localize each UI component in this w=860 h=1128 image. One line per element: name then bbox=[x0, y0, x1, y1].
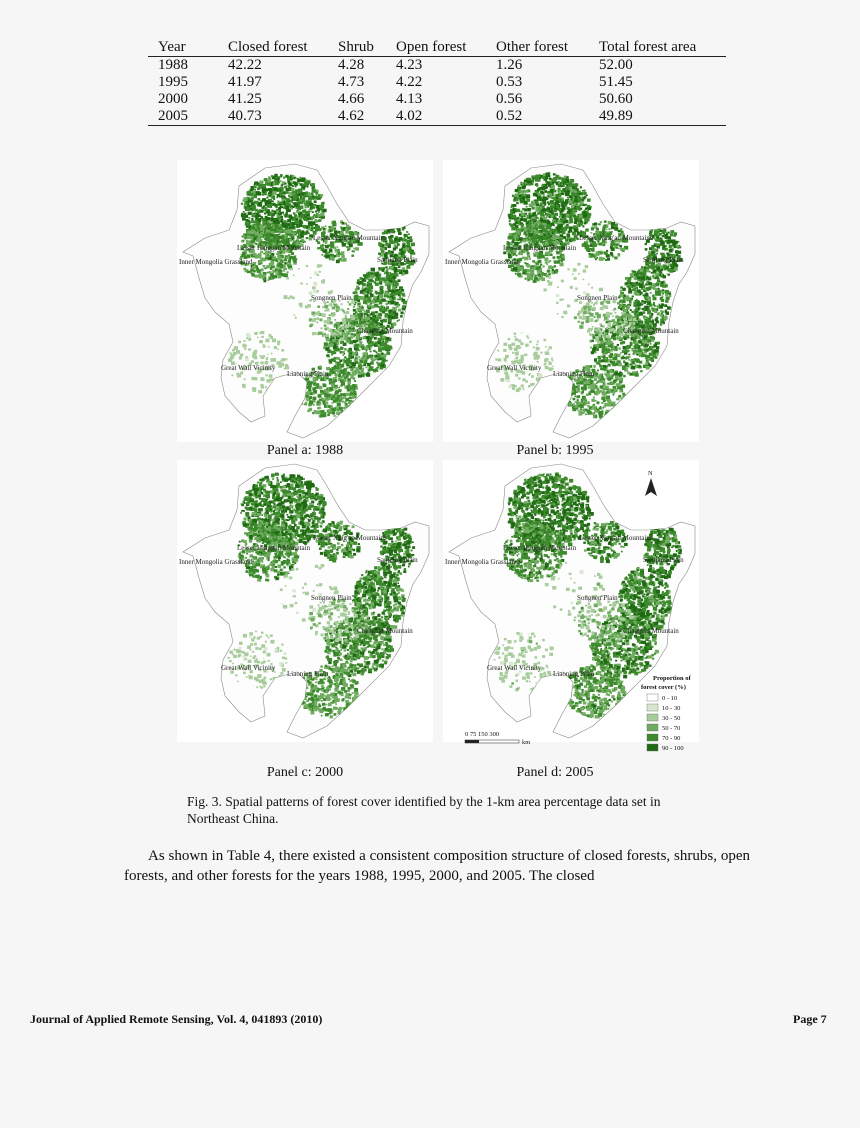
map-svg bbox=[177, 160, 433, 442]
legend-label: 0 - 10 bbox=[662, 695, 678, 702]
legend-label: 30 - 50 bbox=[662, 715, 681, 722]
table-cell: 52.00 bbox=[599, 57, 633, 73]
table-cell: 51.45 bbox=[599, 74, 633, 90]
table-cell: 0.53 bbox=[496, 74, 523, 90]
table-cell: 1988 bbox=[158, 57, 188, 73]
panel-caption-d: Panel d: 2005 bbox=[516, 765, 594, 780]
map-region-label: Lesser Xing'an Mountains bbox=[579, 534, 653, 542]
map-region-label: Changbai Mountain bbox=[623, 327, 679, 335]
map-region-label: Inner Mongolia Grassland bbox=[179, 258, 253, 266]
table-cell: 2005 bbox=[148, 108, 228, 126]
table-cell: 4.28 bbox=[338, 57, 365, 73]
map-panel-b bbox=[443, 160, 699, 442]
map-region-label: Changbai Mountain bbox=[623, 627, 679, 635]
col-header-total-forest: Total forest area bbox=[599, 38, 726, 57]
table-cell: 1995 bbox=[158, 74, 188, 90]
map-region-label: Lesser Hinggan Mountain bbox=[237, 544, 311, 552]
map-region-label: Great Wall Vicinity bbox=[487, 364, 542, 372]
legend-swatch bbox=[647, 694, 658, 701]
map-svg bbox=[177, 460, 433, 742]
panel-caption-a: Panel a: 1988 bbox=[266, 443, 344, 458]
table-cell: 0.56 bbox=[496, 91, 523, 107]
map-svg bbox=[443, 160, 699, 442]
col-header-year: Year bbox=[148, 38, 228, 57]
map-region-label: Inner Mongolia Grassland bbox=[445, 258, 519, 266]
table-cell: 4.22 bbox=[396, 74, 423, 90]
map-region-label: Liaoning Plain bbox=[287, 370, 329, 378]
map-region-label: Songnen Plain bbox=[577, 594, 618, 602]
col-header-other-forest: Other forest bbox=[496, 38, 599, 57]
legend-label: 70 - 90 bbox=[662, 735, 681, 742]
table-row bbox=[148, 91, 726, 108]
map-region-label: Lesser Hinggan Mountain bbox=[237, 244, 311, 252]
panel-caption-c: Panel c: 2000 bbox=[266, 765, 344, 780]
map-panel-a bbox=[177, 160, 433, 442]
map-region-label: Inner Mongolia Grassland bbox=[179, 558, 253, 566]
map-region-label: Liaoning Plain bbox=[553, 670, 595, 678]
map-region-label: Liaoning Plain bbox=[553, 370, 595, 378]
col-header-closed-forest: Closed forest bbox=[228, 38, 338, 57]
table-cell: 42.22 bbox=[228, 57, 262, 73]
legend bbox=[641, 675, 691, 752]
map-region-label: Sanjiang Plain bbox=[643, 556, 684, 564]
map-svg bbox=[443, 460, 699, 752]
legend-label: 50 - 70 bbox=[662, 725, 681, 732]
body-paragraph bbox=[124, 846, 750, 886]
map-region-label: Songnen Plain bbox=[311, 294, 352, 302]
table-row bbox=[148, 108, 726, 126]
table-cell: 0.52 bbox=[496, 108, 599, 126]
legend-swatch bbox=[647, 704, 658, 711]
body-paragraph-text: As shown in Table 4, there existed a consistent composition structure of closed forests, shrubs, open forests, and other forests for the years 1988, 1995, 2000, and 2005. The closed bbox=[124, 848, 750, 884]
map-region-label: Great Wall Vicinity bbox=[221, 364, 276, 372]
footer-page-number: Page 7 bbox=[793, 1012, 827, 1026]
table-header-row bbox=[148, 38, 726, 57]
map-region-label: Sanjiang Plain bbox=[377, 256, 418, 264]
table-cell: 4.02 bbox=[396, 108, 496, 126]
table-cell: 50.60 bbox=[599, 91, 633, 107]
table-cell: 49.89 bbox=[599, 108, 726, 126]
map-region-label: Liaoning Plain bbox=[287, 670, 329, 678]
table-cell: 4.13 bbox=[396, 91, 423, 107]
map-region-label: Sanjiang Plain bbox=[643, 256, 684, 264]
table-cell: 4.23 bbox=[396, 57, 423, 73]
legend-label: 90 - 100 bbox=[662, 745, 684, 752]
map-region-label: Changbai Mountain bbox=[357, 627, 413, 635]
footer-journal: Journal of Applied Remote Sensing, Vol. 4, 041893 (2010) bbox=[30, 1012, 323, 1026]
map-region-label: Lesser Hinggan Mountain bbox=[503, 244, 577, 252]
map-region-label: Lesser Xing'an Mountains bbox=[313, 234, 387, 242]
scale-bar bbox=[465, 731, 530, 746]
map-region-label: Great Wall Vicinity bbox=[487, 664, 542, 672]
map-panel-c bbox=[177, 460, 433, 742]
map-region-label: Lesser Xing'an Mountains bbox=[313, 534, 387, 542]
table-cell: 1.26 bbox=[496, 57, 523, 73]
figure-caption: Fig. 3. Spatial patterns of forest cover identified by the 1-km area percentage data set in Northeast China. bbox=[187, 794, 661, 826]
table-cell: 4.66 bbox=[338, 91, 365, 107]
legend-swatch bbox=[647, 744, 658, 751]
map-region-label: Inner Mongolia Grassland bbox=[445, 558, 519, 566]
table-cell: 40.73 bbox=[228, 108, 338, 126]
map-panel-d bbox=[443, 460, 699, 752]
map-region-label: Sanjiang Plain bbox=[377, 556, 418, 564]
table-row bbox=[148, 57, 726, 75]
panel-caption-b: Panel b: 1995 bbox=[516, 443, 594, 458]
north-arrow-icon bbox=[645, 470, 657, 496]
table-cell: 4.62 bbox=[338, 108, 396, 126]
map-region-label: Lesser Xing'an Mountains bbox=[579, 234, 653, 242]
map-region-label: Great Wall Vicinity bbox=[221, 664, 276, 672]
table-cell: 4.73 bbox=[338, 74, 365, 90]
table-cell: 2000 bbox=[158, 91, 188, 107]
map-region-label: Changbai Mountain bbox=[357, 327, 413, 335]
table-cell: 41.97 bbox=[228, 74, 262, 90]
legend-swatch bbox=[647, 714, 658, 721]
map-region-label: Songnen Plain bbox=[311, 594, 352, 602]
col-header-open-forest: Open forest bbox=[396, 38, 496, 57]
col-header-shrub: Shrub bbox=[338, 38, 396, 57]
legend-swatch bbox=[647, 724, 658, 731]
table-row bbox=[148, 74, 726, 91]
map-region-label: Lesser Hinggan Mountain bbox=[503, 544, 577, 552]
legend-swatch bbox=[647, 734, 658, 741]
table-cell: 41.25 bbox=[228, 91, 262, 107]
forest-area-table bbox=[148, 38, 726, 126]
map-region-label: Songnen Plain bbox=[577, 294, 618, 302]
legend-label: 10 - 30 bbox=[662, 705, 681, 712]
